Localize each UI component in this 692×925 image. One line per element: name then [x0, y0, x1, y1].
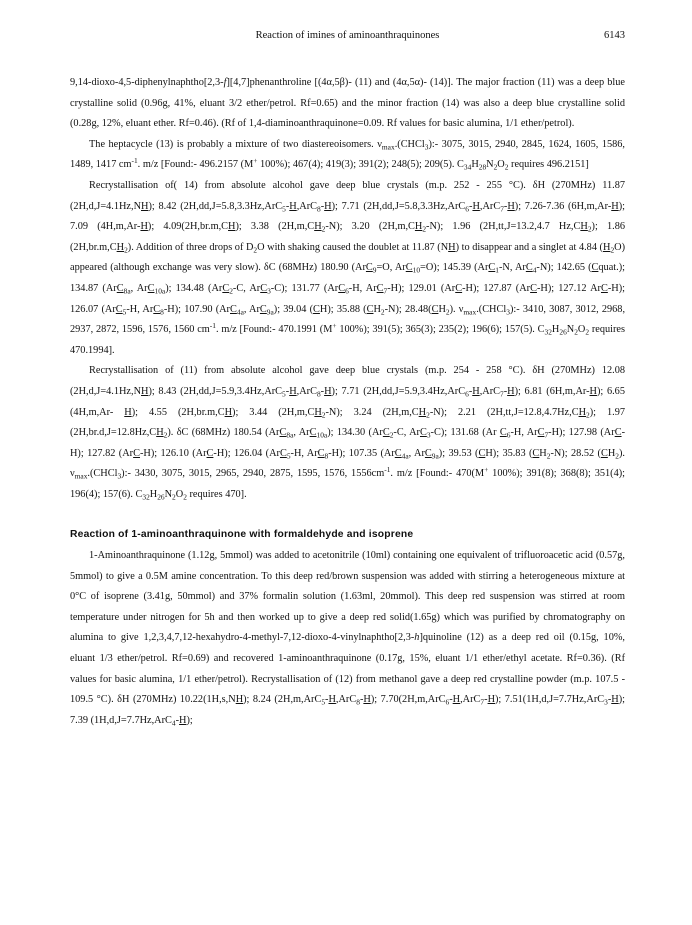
page-number: 6143: [604, 30, 625, 41]
body-text: [70, 73, 625, 731]
paragraph: The heptacycle (13) is probably a mixture of two diastereoisomers. $\nu_{max}.(CHCl_3):-$ 3075, 3015, 2940, 2845, 1624, 1605, 1586, 1489, 1417 $cm^{-1}$. m/z [Found:- 496.2157 (M+ 100%); 467(4); 419(3); 391(2); 248(5); 209(5). $C_{34}H_{28}N_2O_2$ requires 496.2151]: [70, 138, 625, 172]
paragraph: 1-Aminoanthraquinone (1.12g, 5mmol) was added to acetonitrile (10ml) containing one equivalent of trifluoroacetic acid (0.57g, 5mmol) to give a 0.5M amine concentration. To this deep red/brown suspension was added with stirring a heterogeneous mixture at 0°C of isoprene (3.41g, 50mmol) and 37% formalin solution (1.63ml, 20mmol). This deep red suspension was stirred at room temperature under nitrogen for 5h and then worked up to give a deep red solid(1.65g) which was purified by chromatography on alumina to give 1,2,3,4,7,12-hexahydro-4-methyl-7,12-dioxo-4-vinylnaphtho[2,3-h]quinoline (12) as a deep red oil (0.15g, 10%, eluant 1/3 ether/petrol. Rf=0.69) and recovered 1-aminoanthraquinone (0.17g, 15%, eluant 1/1 ether/ethyl acetate. Rf=0.36). (Rf values for basic alumina, 1/1 ether/petrol). Recrystallisation of (12) from methanol gave a deep red crystalline powder (m.p. 107.5 - 109.5 °C). δH (270MHz) 10.22(1H,s,NH); 8.24 (2H,m,ArC$_5$-H,ArC$_8$-H); 7.70(2H,m,ArC$_6$-H,ArC$_7$-H); 7.51(1H,d,J=7.7Hz,ArC$_3$-H); 7.39 (1H,d,J=7.7Hz,ArC$_4$-H);: [70, 550, 625, 728]
paragraph: Recrystallisation of (11) from absolute alcohol gave deep blue crystals (m.p. 254 - 258 °C). δH (270MHz) 12.08 (2H,d,J=4.1Hz,NH); 8.43 (2H,dd,J=5.9,3.4Hz,ArC$_5$-H,ArC$_8$-H); 7.71 (2H,dd,J=5.9,3.4Hz,ArC$_6$-H,ArC$_7$-H); 6.81 (6H,m,Ar-H); 6.65 (4H,m,Ar- H); 4.55 (2H,br.m,CH); 3.44 $(2H,m,CH_2-N)$; 3.24 $(2H,m,CH_2-N)$; 2.21 $(2H,tt,J=12.8,4.7Hz,CH_2)$; 1.97 $(2H,br.d,J=12.8Hz,CH_2)$. δC (68MHz) 180.54 (ArC$_{8a}$, ArC$_{10a}$); 134.30 (ArC$_2$-C, ArC$_3$-C); 131.68 (Ar $C_6-H$, ArC$_7$-H); 127.98 (ArC-H); 127.82 (ArC-H); 126.10 (ArC-H); 126.04 (ArC$_5$-H, ArC$_8$-H); 107.35 (ArC$_{4a}$, ArC$_{9a}$); 39.53 (CH); 35.83 $(CH_2-N)$; 28.52 $(CH_2)$. $\nu_{max}.(CHCl_3):-$ 3430, 3075, 3015, 2965, 2940, 2875, 1595, 1576, $1556cm^{-1}$. m/z [Found:- 470(M+ 100%); 391(8); 368(8); 351(4); 196(4); 157(6). $C_{32}H_{26}N_2O_2$ requires 470].: [70, 365, 626, 502]
paragraph: Recrystallisation of( 14) from absolute alcohol gave deep blue crystals (m.p. 252 - 255 °C). δH (270MHz) 11.87 (2H,d,J=4.1Hz,NH); 8.42 (2H,dd,J=5.8,3.3Hz,ArC$_5$-H,ArC$_8$-H); 7.71 (2H,dd,J=5.8,3.3Hz,ArC$_6$-H,ArC$_7$-H); 7.26-7.36 (6H,m,Ar-H); 7.09 (4H,m,Ar-H); 4.09(2H,br.m,CH); 3.38 $(2H,m,CH_2-N)$; 3.20 $(2H,m,CH_2-N)$; 1.96 (2H,tt,J=13.2,4.7 $Hz,CH_2$); 1.86 $(2H,br.m,CH_2)$. Addition of three drops of $D_2O$ with shaking caused the doublet at 11.87 (NH) to disappear and a singlet at 4.84 $(H_2O)$ appeared (although exchange was very slow). δC (68MHz) 180.90 (ArC$_9$=O, ArC$_{10}$=O); 145.39 (ArC$_1$-N, ArC$_4$-N); 142.65 (Cquat.); 134.87 (ArC$_{8a}$, ArC$_{10a}$); 134.48 (ArC$_2$-C, ArC$_3$-C); 131.77 (ArC$_6$-H, ArC$_7$-H); 129.01 (ArC-H); 127.87 (ArC-H); 127.12 ArC-H); 126.07 (ArC$_5$-H, ArC$_8$-H); 107.90 (ArC$_{4a}$, ArC$_{9a}$); 39.04 (CH); 35.88 $(CH_2-N)$; $28.48(CH_2)$. $\nu_{max}.(CHCl_3):-$ 3410, 3087, 3012, 2968, 2937, 2872, 1596, 1576, 1560 $cm^{-1}$. m/z [Found:- 470.1991 (M+ 100%); 391(5); 365(3); 235(2); 196(6); 157(5). $C_{32}H_{26}N_2O_2$ requires 470.1994].: [70, 179, 626, 356]
paragraph: 9,14-dioxo-4,5-diphenylnaphtho[2,3-f][4,7]phenanthroline [(4α,5β)- (11) and (4α,5α)- (14)]. The major fraction (11) was a deep blue crystalline solid (0.96g, 41%, eluant 3/2 ether/petrol. Rf=0.65) and the minor fraction (14) was also a deep blue crystalline solid (0.28g, 12%, eluant ether. Rf=0.46). (Rf of 1,4-diaminoanthraquinone=0.09. Rf values for basic alumina, 1/1 ether/petrol).: [70, 77, 625, 130]
running-header: [70, 30, 625, 46]
running-title: Reaction of imines of aminoanthraquinones: [255, 30, 440, 41]
section-heading: Reaction of 1-aminoanthraquinone with formaldehyde and isoprene: [70, 529, 414, 541]
